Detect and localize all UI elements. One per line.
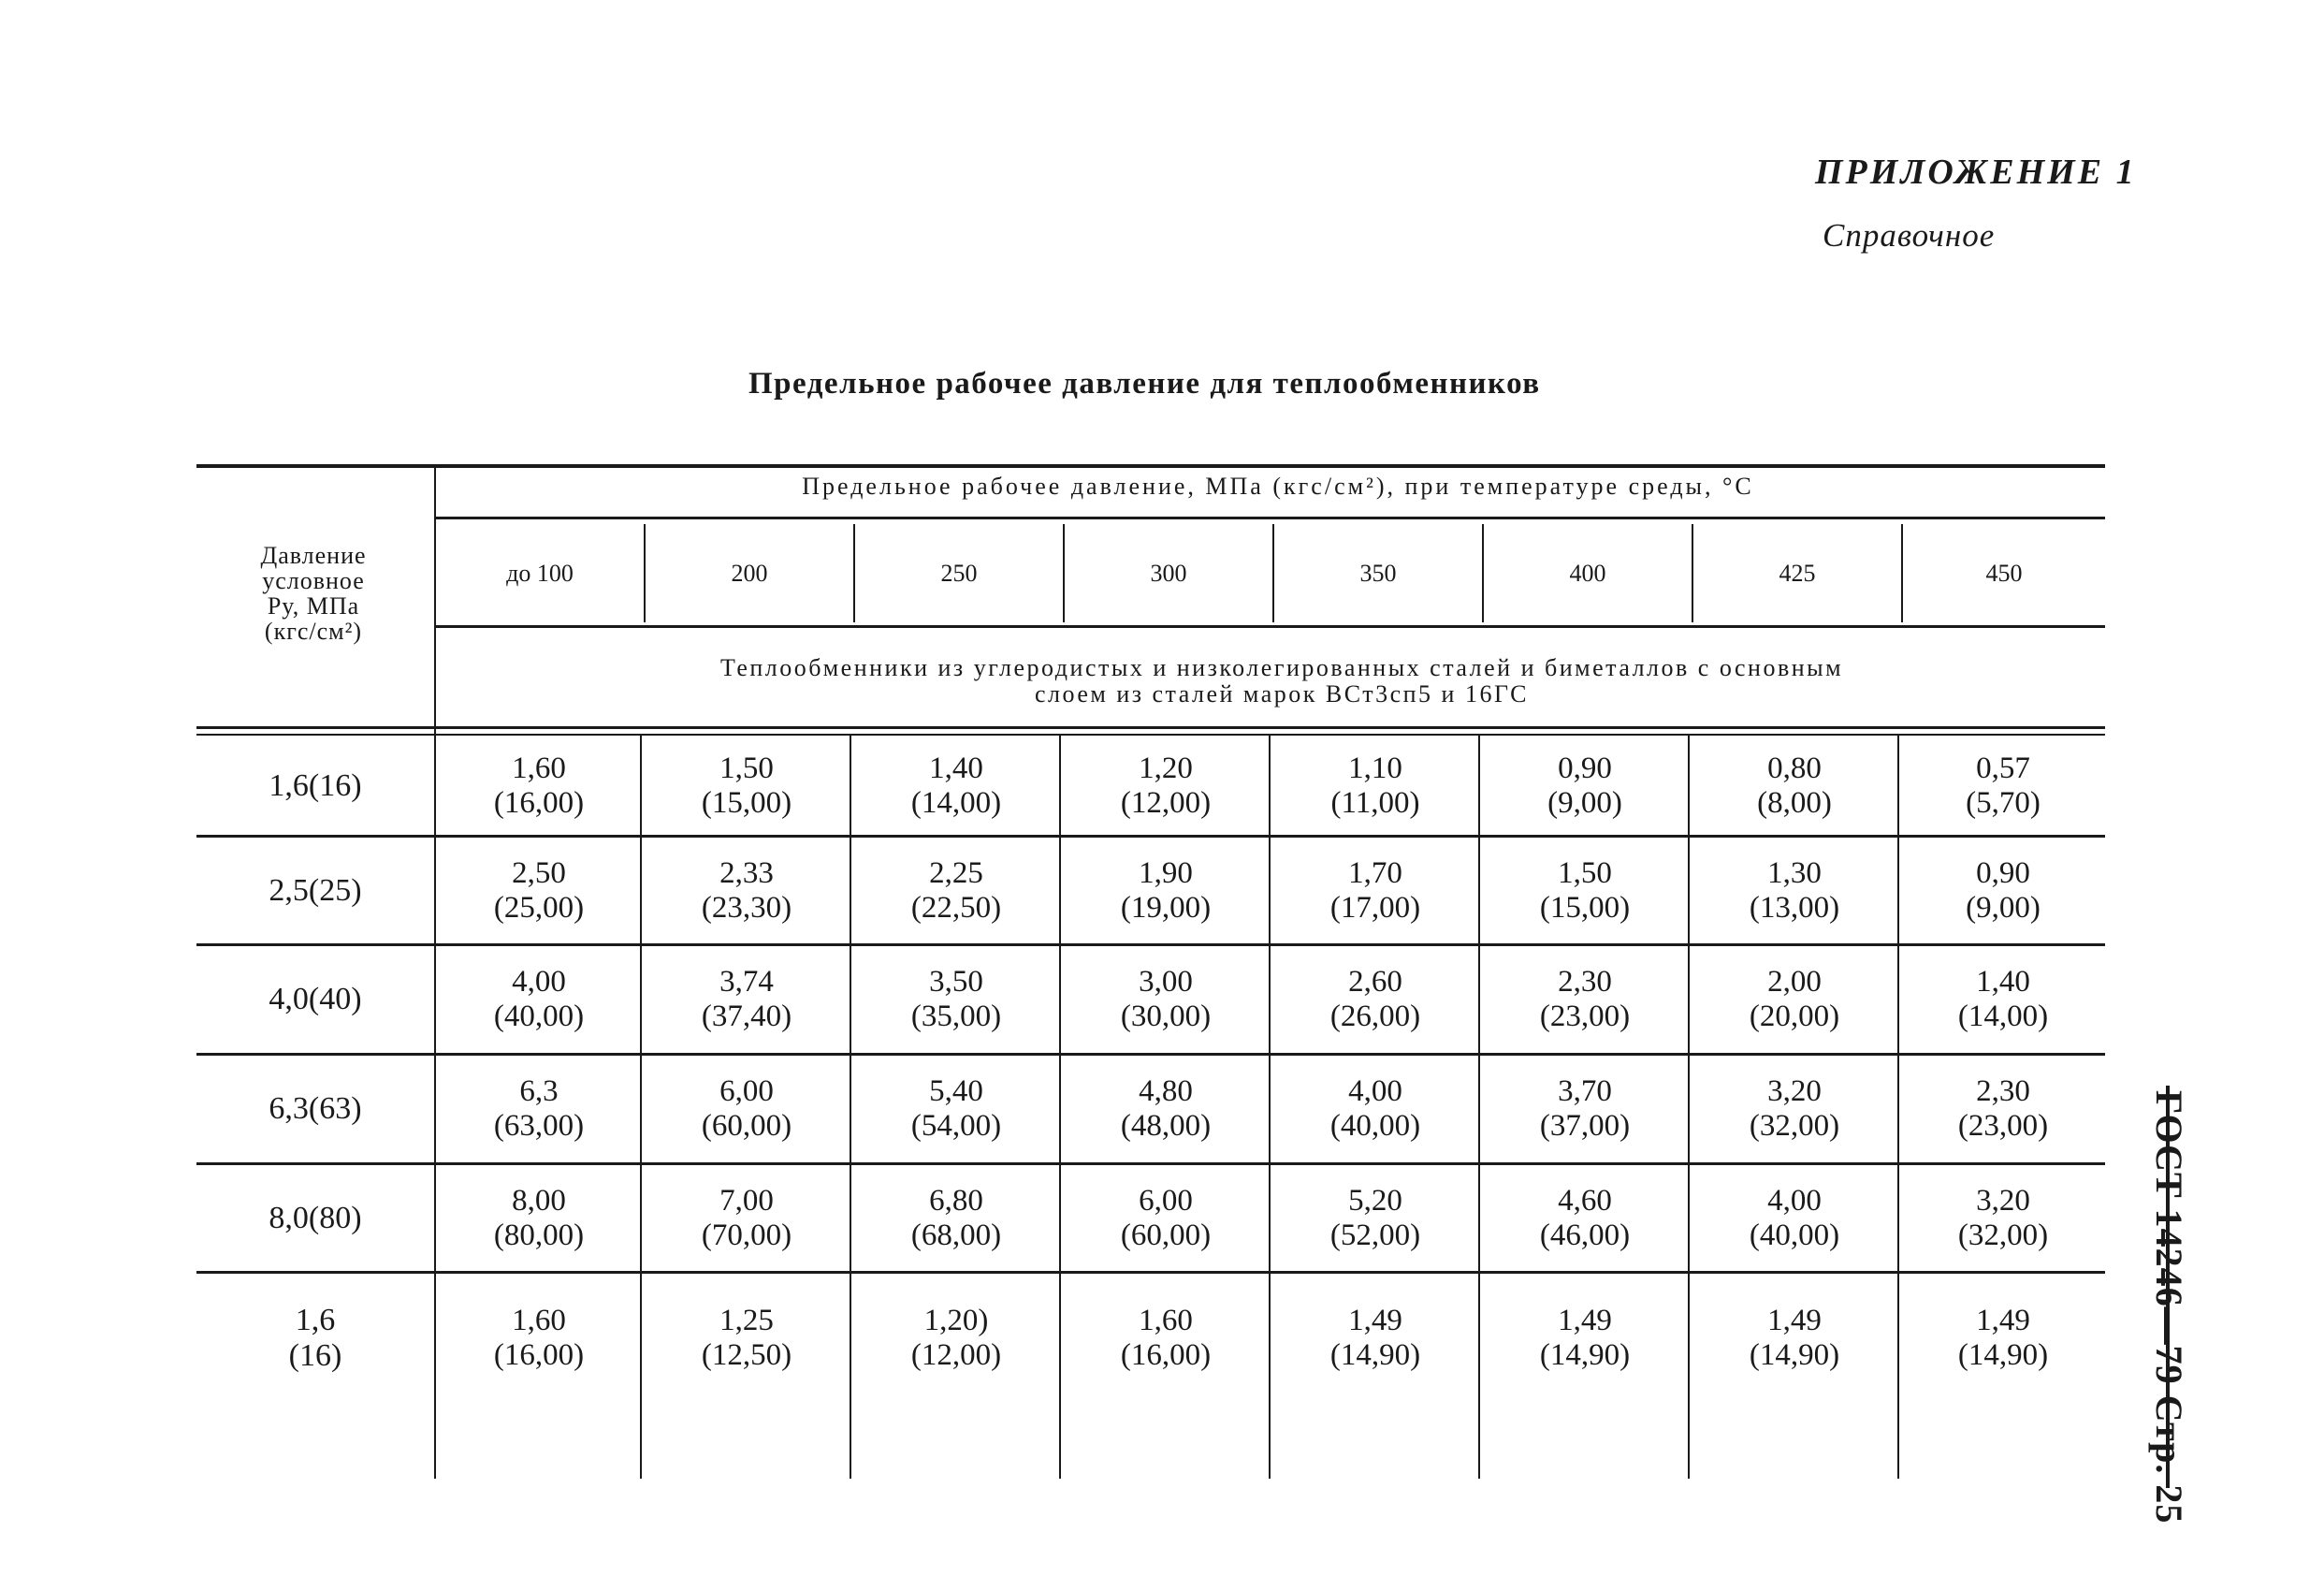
body-col-rule-7 <box>1897 736 1899 1479</box>
pressure-header-line: (кгс/см²) <box>264 618 363 645</box>
table-cell <box>644 737 850 835</box>
cell-mpa: 5,40 <box>929 1074 983 1108</box>
cell-kgf: (60,00) <box>701 1109 792 1143</box>
cell-kgf: (11,00) <box>1330 786 1420 820</box>
temp-header-cell <box>1065 524 1272 622</box>
cell-mpa: 3,70 <box>1558 1074 1612 1108</box>
row-pressure-label <box>196 1296 434 1380</box>
cell-mpa: 1,49 <box>1348 1304 1402 1337</box>
table-cell <box>1901 838 2105 943</box>
material-note <box>449 655 2114 708</box>
cell-mpa: 1,40 <box>929 752 983 785</box>
pressure-column-header <box>196 543 430 644</box>
table-cell <box>1272 946 1478 1053</box>
cell-kgf: (22,50) <box>910 890 1002 925</box>
row-pressure-label: 4,0(40) <box>269 982 362 1016</box>
cell-mpa: 1,30 <box>1767 855 1822 890</box>
cell-mpa: 1,60 <box>512 752 566 785</box>
cell-kgf: (17,00) <box>1329 890 1421 925</box>
table-cell <box>1901 1296 2105 1380</box>
temp-header-cell <box>855 524 1063 622</box>
temperature-group-header: Предельное рабочее давление, МПа (кгс/см²), при температуре среды, °С <box>802 473 1754 500</box>
cell-kgf: (15,00) <box>701 786 792 820</box>
cell-kgf: (52,00) <box>1329 1218 1421 1252</box>
table-cell <box>853 1056 1059 1162</box>
temp-header-cell <box>1274 524 1482 622</box>
cell-kgf: (23,00) <box>1539 1000 1631 1033</box>
table-cell <box>853 1296 1059 1380</box>
cell-kgf: (80,00) <box>493 1218 585 1252</box>
cell-kgf: (40,00) <box>1749 1218 1840 1252</box>
cell-mpa: 6,00 <box>719 1074 774 1108</box>
table-cell <box>644 1165 850 1271</box>
table-cell <box>438 838 640 943</box>
cell-kgf: (12,00) <box>1120 786 1212 820</box>
material-note-line: слоем из сталей марок ВСт3сп5 и 16ГС <box>1035 680 1529 708</box>
cell-kgf: (23,00) <box>1957 1109 2049 1143</box>
cell-mpa: 6,00 <box>1139 1183 1193 1218</box>
cell-kgf: (9,00) <box>1966 890 2041 925</box>
cell-kgf: (5,70) <box>1966 786 2041 820</box>
temp-header-cell <box>436 524 644 622</box>
cell-mpa: 1,60 <box>1139 1304 1193 1337</box>
cell-mpa: 2,25 <box>929 855 983 890</box>
table-cell <box>1063 1296 1269 1380</box>
cell-mpa: 2,00 <box>1767 965 1822 999</box>
temp-header-cell <box>1903 524 2105 622</box>
table-cell <box>438 737 640 835</box>
cell-kgf: (25,00) <box>493 890 585 925</box>
cell-mpa: 3,50 <box>929 965 983 999</box>
table-cell <box>644 946 850 1053</box>
cell-mpa: 1,40 <box>1976 965 2030 999</box>
cell-kgf: (14,90) <box>1539 1338 1631 1372</box>
header-temp-bottom-rule <box>436 625 2105 628</box>
side-caption: ГОСТ 14246—79 Стр. 25 <box>2148 1090 2190 1525</box>
row-pressure-label: 1,6(16) <box>269 768 362 803</box>
table-cell <box>1482 737 1688 835</box>
table-cell <box>1692 1165 1897 1271</box>
cell-kgf: (63,00) <box>493 1109 585 1143</box>
cell-mpa: 1,70 <box>1348 855 1402 890</box>
table-cell <box>1272 737 1478 835</box>
table-cell <box>1482 838 1688 943</box>
cell-mpa: 2,50 <box>512 855 566 890</box>
table-cell <box>644 1056 850 1162</box>
cell-kgf: (48,00) <box>1120 1109 1212 1143</box>
temp-header-label: до 100 <box>506 559 574 587</box>
cell-kgf: (23,30) <box>701 890 792 925</box>
table-cell <box>1272 1056 1478 1162</box>
cell-mpa: 1,50 <box>1558 855 1612 890</box>
cell-mpa: 0,90 <box>1558 752 1612 785</box>
body-col-rule-4 <box>1269 736 1271 1479</box>
table-cell <box>644 1296 850 1380</box>
cell-mpa: 4,00 <box>1348 1074 1402 1108</box>
table-cell <box>1482 946 1688 1053</box>
table-cell <box>1063 946 1269 1053</box>
cell-mpa: 4,80 <box>1139 1074 1193 1108</box>
cell-kgf: (40,00) <box>493 1000 585 1033</box>
temp-header-label: 425 <box>1779 559 1816 587</box>
table-cell <box>438 1165 640 1271</box>
cell-mpa: 1,25 <box>719 1304 774 1337</box>
row-pressure-label-mpa: 1,6 <box>295 1303 336 1337</box>
header-bottom-rule <box>196 726 2105 729</box>
table-cell <box>1692 838 1897 943</box>
table-cell <box>1063 1165 1269 1271</box>
cell-kgf: (60,00) <box>1120 1218 1212 1252</box>
table-cell <box>1692 946 1897 1053</box>
table-cell <box>1901 1165 2105 1271</box>
cell-kgf: (14,90) <box>1329 1338 1421 1372</box>
header-bottom-rule-2 <box>196 734 2105 736</box>
temp-header-cell <box>1484 524 1692 622</box>
cell-kgf: (15,00) <box>1539 890 1631 925</box>
cell-mpa: 1,50 <box>719 752 774 785</box>
row-pressure-label: 2,5(25) <box>269 872 362 908</box>
body-col-rule-5 <box>1478 736 1480 1479</box>
body-col-rule-2 <box>850 736 851 1479</box>
cell-mpa: 1,90 <box>1139 855 1193 890</box>
table-cell <box>1692 1296 1897 1380</box>
pressure-header-line: условное <box>262 567 365 594</box>
header-temp-top-rule <box>436 517 2105 519</box>
material-note-line: Теплообменники из углеродистых и низколегированных сталей и биметаллов с основным <box>719 654 1844 681</box>
cell-mpa: 0,90 <box>1976 855 2030 890</box>
table-cell <box>1063 838 1269 943</box>
table-cell <box>1063 737 1269 835</box>
table-cell <box>1901 1056 2105 1162</box>
temp-header-label: 300 <box>1150 559 1187 587</box>
row-pressure-label-kgf: (16) <box>288 1338 342 1373</box>
cell-mpa: 1,49 <box>1976 1304 2030 1337</box>
table-cell <box>1063 1056 1269 1162</box>
temp-header-label: 450 <box>1985 559 2023 587</box>
cell-mpa: 6,3 <box>519 1074 559 1108</box>
cell-mpa: 3,00 <box>1139 965 1193 999</box>
body-col-rule-3 <box>1059 736 1061 1479</box>
table-cell <box>1272 838 1478 943</box>
cell-kgf: (16,00) <box>1120 1338 1212 1372</box>
cell-mpa: 2,60 <box>1348 965 1402 999</box>
table-cell <box>1692 737 1897 835</box>
cell-mpa: 2,33 <box>719 855 774 890</box>
cell-mpa: 1,49 <box>1767 1304 1822 1337</box>
cell-kgf: (13,00) <box>1749 890 1840 925</box>
temp-header-label: 350 <box>1359 559 1397 587</box>
cell-mpa: 8,00 <box>512 1183 566 1218</box>
cell-mpa: 5,20 <box>1348 1183 1402 1218</box>
cell-kgf: (37,00) <box>1539 1109 1631 1143</box>
row-rule-5 <box>196 1271 2105 1274</box>
cell-mpa: 2,30 <box>1558 965 1612 999</box>
cell-kgf: (32,00) <box>1749 1109 1840 1143</box>
row-pressure-label: 8,0(80) <box>269 1200 362 1235</box>
cell-mpa: 3,20 <box>1767 1074 1822 1108</box>
table-cell <box>438 1296 640 1380</box>
cell-mpa: 1,49 <box>1558 1304 1612 1337</box>
cell-mpa: 3,74 <box>719 965 774 999</box>
table-cell <box>1901 946 2105 1053</box>
cell-kgf: (16,00) <box>493 1338 585 1372</box>
cell-mpa: 1,20) <box>923 1304 989 1337</box>
cell-mpa: 0,57 <box>1976 752 2030 785</box>
cell-kgf: (32,00) <box>1957 1218 2049 1252</box>
table-cell <box>1482 1056 1688 1162</box>
cell-kgf: (12,00) <box>910 1338 1002 1372</box>
table-cell <box>644 838 850 943</box>
temp-header-cell <box>646 524 853 622</box>
table-cell <box>1901 737 2105 835</box>
cell-kgf: (8,00) <box>1757 786 1832 820</box>
table-cell <box>853 838 1059 943</box>
cell-kgf: (14,90) <box>1749 1338 1840 1372</box>
cell-mpa: 1,60 <box>512 1304 566 1337</box>
table-cell <box>1692 1056 1897 1162</box>
cell-kgf: (20,00) <box>1749 1000 1840 1033</box>
body-col-rule-1 <box>640 736 642 1479</box>
table-cell <box>853 1165 1059 1271</box>
cell-mpa: 1,20 <box>1139 752 1193 785</box>
cell-mpa: 4,00 <box>512 965 566 999</box>
row-pressure-label: 6,3(63) <box>269 1091 362 1126</box>
cell-kgf: (35,00) <box>910 1000 1002 1033</box>
cell-kgf: (12,50) <box>701 1338 792 1372</box>
table-cell <box>1482 1296 1688 1380</box>
cell-kgf: (54,00) <box>910 1109 1002 1143</box>
cell-kgf: (19,00) <box>1120 890 1212 925</box>
cell-kgf: (9,00) <box>1547 786 1622 820</box>
temp-header-cell <box>1693 524 1901 622</box>
cell-kgf: (40,00) <box>1329 1109 1421 1143</box>
temp-header-label: 400 <box>1569 559 1606 587</box>
cell-mpa: 0,80 <box>1767 752 1822 785</box>
table-cell <box>1482 1165 1688 1271</box>
appendix-title: ПРИЛОЖЕНИЕ 1 <box>1815 153 2137 192</box>
cell-mpa: 4,00 <box>1767 1183 1822 1218</box>
table-title: Предельное рабочее давление для теплообменников <box>748 367 1541 401</box>
table-cell <box>438 1056 640 1162</box>
table-cell <box>853 737 1059 835</box>
cell-kgf: (37,40) <box>701 1000 792 1033</box>
cell-mpa: 6,80 <box>929 1183 983 1218</box>
temp-header-label: 250 <box>940 559 978 587</box>
appendix-subtitle: Справочное <box>1823 217 1996 254</box>
cell-kgf: (14,90) <box>1957 1338 2049 1372</box>
cell-mpa: 1,10 <box>1348 752 1402 785</box>
table-cell <box>438 946 640 1053</box>
cell-kgf: (70,00) <box>701 1218 792 1252</box>
cell-kgf: (26,00) <box>1329 1000 1421 1033</box>
cell-kgf: (68,00) <box>910 1218 1002 1252</box>
cell-kgf: (16,00) <box>493 786 585 820</box>
cell-mpa: 7,00 <box>719 1183 774 1218</box>
table-cell <box>853 946 1059 1053</box>
table-cell <box>1272 1296 1478 1380</box>
cell-kgf: (14,00) <box>1957 1000 2049 1033</box>
cell-mpa: 3,20 <box>1976 1183 2030 1218</box>
temp-header-label: 200 <box>731 559 768 587</box>
body-col-rule-6 <box>1688 736 1690 1479</box>
cell-kgf: (46,00) <box>1539 1218 1631 1252</box>
cell-kgf: (14,00) <box>910 786 1002 820</box>
table-top-rule <box>196 464 2105 468</box>
cell-kgf: (30,00) <box>1120 1000 1212 1033</box>
cell-mpa: 4,60 <box>1558 1183 1612 1218</box>
cell-mpa: 2,30 <box>1976 1074 2030 1108</box>
pressure-header-line: Pу, МПа <box>267 592 360 620</box>
table-cell <box>1272 1165 1478 1271</box>
pressure-header-line: Давление <box>260 542 367 569</box>
